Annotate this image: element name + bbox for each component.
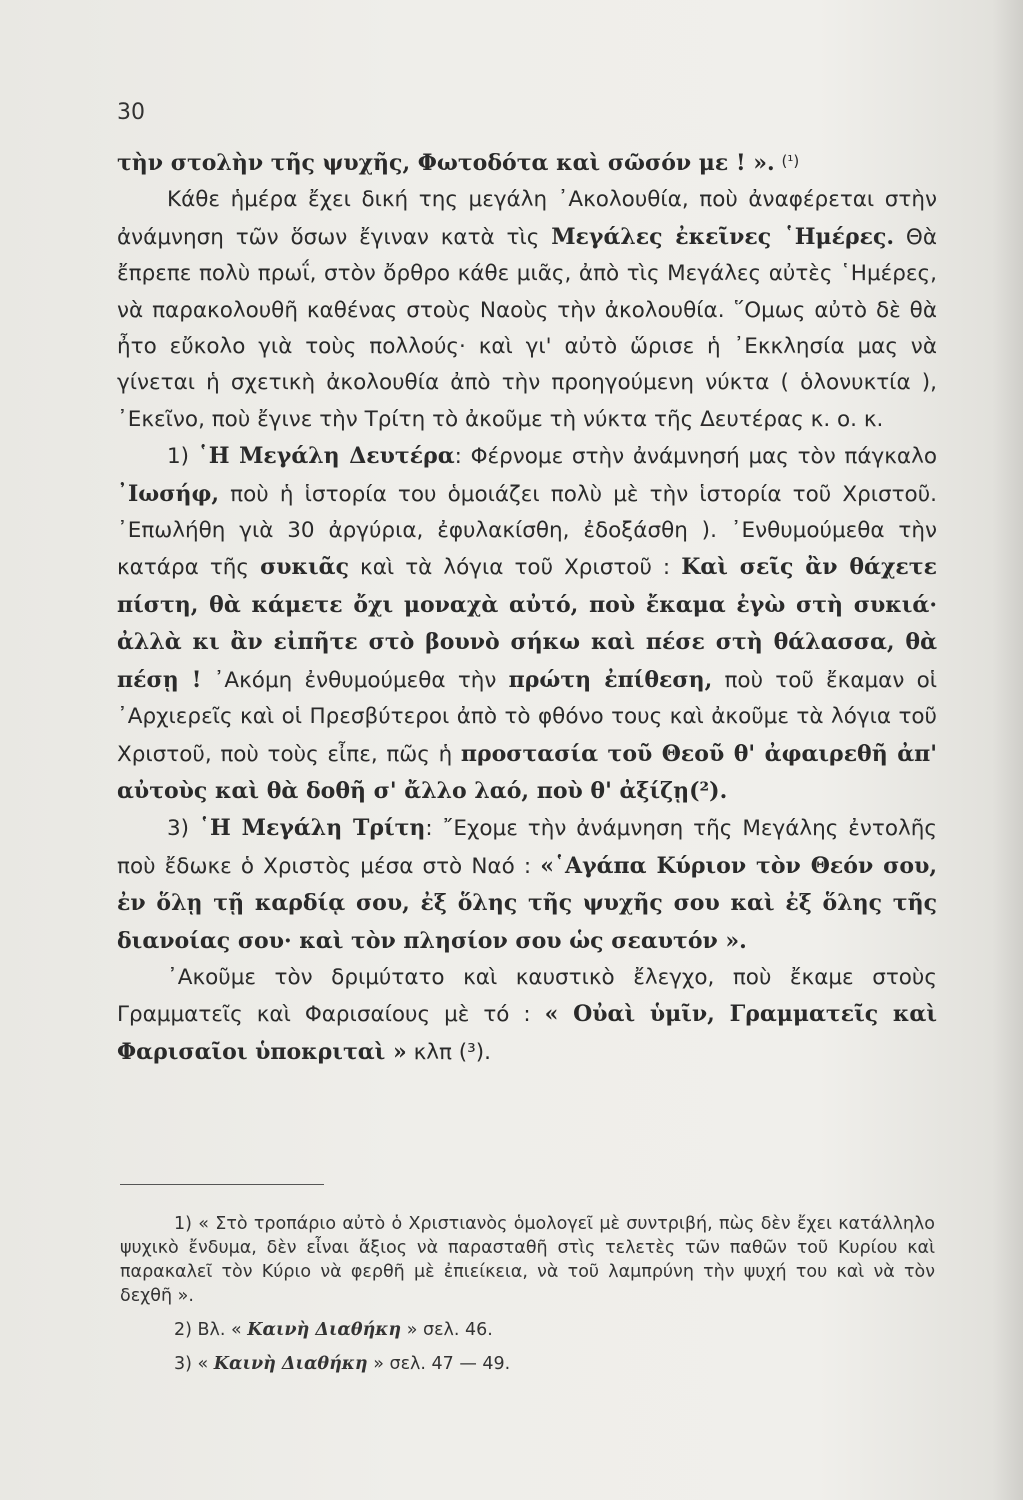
paragraph-2 xyxy=(117,182,937,438)
item-number: 3) xyxy=(167,816,200,842)
footnote-3-title: Καινὴ Διαθήκη xyxy=(213,1354,368,1374)
footnote-1: 1) « Στὸ τροπάριο αὐτὸ ὁ Χριστιανὸς ὁμολογεῖ μὲ συντριβή, πὼς δὲν ἔχει κατάλληλο ψυχικὸ ἔνδυμα, δὲν εἶναι ἄξιος νὰ παρασταθῆ στὶς τελετὲς τῶν παθῶν τοῦ Κυρίου καὶ παρακαλεῖ τὸν Κύριο νὰ φερθῆ μὲ ἐπιείκεια, νὰ τοῦ λαμπρύνη τὴν ψυχή του καὶ νὰ τὸν δεχθῆ ». xyxy=(120,1214,935,1306)
holy-monday-text-5: ποὺ τοῦ ἔκαμαν οἱ ᾿Αρχιερεῖς καὶ οἱ Πρεσβύτεροι ἀπὸ τὸ φθόνο τους καὶ ἀκοῦμε τὰ λόγια τοῦ Χριστοῦ, ποὺ τοὺς εἶπε, πῶς ἡ xyxy=(117,667,938,767)
hymn-ending: τὴν στολὴν τῆς ψυχῆς, Φωτοδότα καὶ σῶσόν με ! ». xyxy=(117,150,775,176)
commandment-quote: «῾Αγάπα Κύριον τὸν Θεόν σου, ἐν ὅλῃ τῇ καρδίᾳ σου, ἐξ ὅλης τῆς ψυχῆς σου καὶ ἐξ ὅλης τῆς διανοίας σου· καὶ τὸν πλησίον σου ὡς σεαυτόν ». xyxy=(117,852,937,954)
holy-monday-text-3: καὶ τὰ λόγια τοῦ Χριστοῦ : xyxy=(349,555,682,581)
footnote-3-suffix: » σελ. 47 — 49. xyxy=(367,1354,511,1374)
holy-tuesday-title: ῾Η Μεγάλη Τρίτη xyxy=(199,815,426,842)
footnote-2-suffix: » σελ. 46. xyxy=(401,1320,493,1340)
holy-monday-title: ῾Η Μεγάλη Δευτέρα xyxy=(197,443,455,470)
footnote-divider xyxy=(120,1184,324,1185)
joseph-name: ᾿Ιωσήφ, xyxy=(117,480,220,507)
page-number: 30 xyxy=(117,100,145,125)
protection-quote: προστασία τοῦ Θεοῦ θ' ἀφαιρεθῆ ἀπ' αὐτοὺς καὶ θὰ δοθῆ σ' ἄλλο λαό, ποὺ θ' ἀξίζῃ xyxy=(117,740,937,804)
paragraph-holy-monday xyxy=(117,438,937,810)
faith-quote: Καὶ σεῖς ἂν θάχετε πίστη, θὰ κάμετε ὄχι μοναχὰ αὐτό, ποὺ ἔκαμα ἐγὼ στὴ συκιά· ἀλλὰ κι ἂν εἰπῆτε στὸ βουνὸ σήκω καὶ πέσε στὴ θάλασσα, θὰ πέσῃ ! xyxy=(117,554,937,693)
footnote-2-title: Καινὴ Διαθήκη xyxy=(247,1320,402,1340)
woes-quote: « Οὐαὶ ὑμῖν, Γραμματεῖς καὶ Φαρισαῖοι ὑποκριταὶ » xyxy=(117,1001,937,1065)
holy-monday-text: : Φέρνομε στὴν ἀνάμνησή μας τὸν πάγκαλο xyxy=(454,444,937,470)
main-text xyxy=(117,143,937,1071)
footnote-ref-3: (³). xyxy=(458,1039,491,1065)
paragraph-woes xyxy=(117,960,937,1071)
fig-tree: συκιᾶς xyxy=(260,554,350,581)
footnote-ref-2: (²). xyxy=(689,777,728,804)
item-number: 1) xyxy=(167,444,198,470)
first-attack: πρώτη ἐπίθεση, xyxy=(508,666,713,693)
holy-tuesday-text: : ῎Εχομε τὴν ἀνάμνηση τῆς Μεγάλης ἐντολῆς ποὺ ἔδωκε ὁ Χριστὸς μέσα στὸ Ναό : xyxy=(117,816,938,879)
footnote-3-prefix: 3) « xyxy=(174,1354,214,1374)
footnote-ref-1: (¹) xyxy=(781,152,800,170)
paragraph-2-text: Κάθε ἡμέρα ἔχει δική της μεγάλη ᾿Ακολουθία, ποὺ ἀναφέρεται στὴν ἀνάμνηση τῶν ὅσων ἔγιναν κατὰ τὶς xyxy=(117,187,937,250)
paragraph-2-text-2: Θὰ ἔπρεπε πολὺ πρωΐ, στὸν ὄρθρο κάθε μιᾶς, ἀπὸ τὶς Μεγάλες αὐτὲς ῾Ημέρες, νὰ παρακολουθῆ καθένας στοὺς Ναοὺς τὴν ἀκολουθία. ῞Ομως αὐτὸ δὲ θὰ ἦτο εὔκολο γιὰ τοὺς πολλούς· καὶ γι' αὐτὸ ὥρισε ἡ ᾿Εκκλησία μας νὰ γίνεται ἡ σχετικὴ ἀκολουθία ἀπὸ τὴν προηγούμενη νύκτα ( ὁλονυκτία ), ᾿Εκεῖνο, ποὺ ἔγινε τὴν Τρίτη τὸ ἀκοῦμε τὴ νύκτα τῆς Δευτέρας κ. ο. κ. xyxy=(117,224,938,432)
footnote-2 xyxy=(120,1318,935,1342)
holy-monday-text-4: ᾿Ακόμη ἐνθυμούμεθα τὴν xyxy=(201,667,509,693)
woes-text: ᾿Ακοῦμε τὸν δριμύτατο καὶ καυστικὸ ἔλεγχο, ποὺ ἔκαμε στοὺς Γραμματεῖς καὶ Φαρισαίους μὲ τό : xyxy=(117,964,937,1028)
footnote-2-prefix: 2) Βλ. « xyxy=(174,1320,248,1340)
woes-text-2: κλπ xyxy=(406,1039,459,1065)
footnotes xyxy=(120,1212,935,1376)
great-days: Μεγάλες ἐκεῖνες ῾Ημέρες. xyxy=(551,223,895,250)
paragraph-1 xyxy=(117,143,937,182)
holy-monday-text-2: ποὺ ἡ ἱστορία του ὁμοιάζει πολὺ μὲ τὴν ἱστορία τοῦ Χριστοῦ. ᾿Επωλήθη γιὰ 30 ἀργύρια, ἐφυλακίσθη, ἐδοξάσθη ). ᾿Ενθυμούμεθα τὴν κατάρα τῆς xyxy=(117,481,937,581)
paragraph-holy-tuesday xyxy=(117,810,937,960)
footnote-3 xyxy=(120,1352,935,1376)
